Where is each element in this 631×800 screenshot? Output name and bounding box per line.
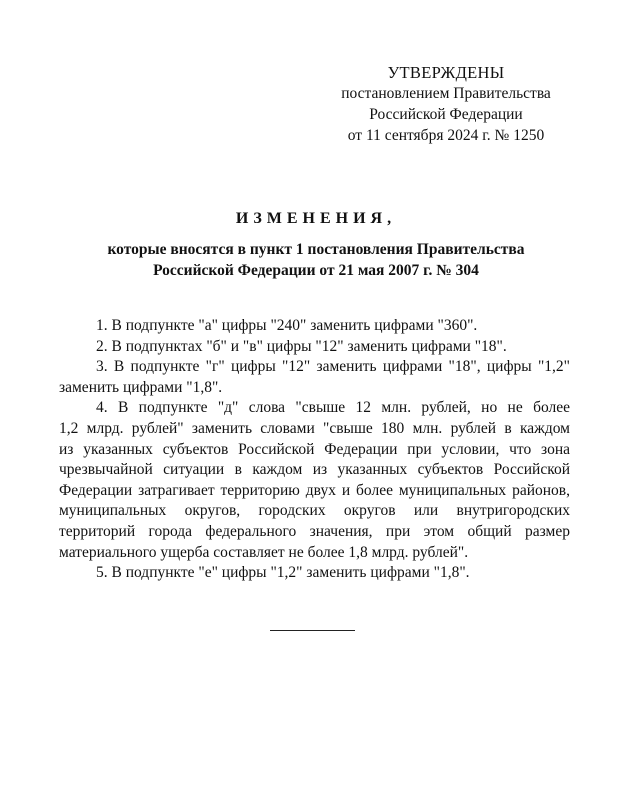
item-line: территорий города федерального значения, при этом общий размер <box>59 522 570 540</box>
item-line: чрезвычайной ситуации в каждом из указанных субъектов Российской <box>59 461 570 479</box>
subtitle-line: Российской Федерации от 21 мая 2007 г. № 304 <box>153 262 479 279</box>
subtitle-line: которые вносятся в пункт 1 постановления Правительства <box>107 241 525 258</box>
document-body <box>59 316 570 584</box>
item-1 <box>59 316 570 337</box>
item-line: материального ущерба составляет не более 1,8 млрд. рублей". <box>59 543 469 561</box>
document-subtitle <box>60 239 572 281</box>
item-4 <box>59 398 570 563</box>
closing-divider <box>270 630 355 631</box>
item-line: 1,2 млрд. рублей" заменить словами "свыше 180 млн. рублей в каждом <box>59 419 570 437</box>
document-title: ИЗМЕНЕНИЯ, <box>235 210 397 227</box>
item-line: муниципальных округов, городских округов или внутригородских <box>59 502 570 520</box>
item-line: Федерации затрагивает территорию двух и более муниципальных районов, <box>59 481 570 499</box>
item-line: 4. В подпункте "д" слова "свыше 12 млн. рублей, но не более <box>96 399 570 417</box>
item-5 <box>59 563 570 584</box>
item-line: 3. В подпункте "г" цифры "12" заменить цифрами "18", цифры "1,2" <box>96 358 570 376</box>
approval-block <box>330 62 562 146</box>
item-line: 1. В подпункте "а" цифры "240" заменить цифрами "360". <box>96 317 478 334</box>
approval-line: от 11 сентября 2024 г. № 1250 <box>347 127 545 144</box>
approval-line: постановлением Правительства <box>341 85 551 102</box>
item-line: 2. В подпунктах "б" и "в" цифры "12" заменить цифрами "18". <box>96 337 507 355</box>
approval-heading: УТВЕРЖДЕНЫ <box>387 63 505 82</box>
item-line: из указанных субъектов Российской Федерации при условии, что зона <box>59 440 570 458</box>
item-line: заменить цифрами "1,8". <box>59 378 223 396</box>
item-3 <box>59 357 570 398</box>
item-line: 5. В подпункте "е" цифры "1,2" заменить цифрами "1,8". <box>96 564 470 582</box>
item-2 <box>59 337 570 358</box>
approval-line: Российской Федерации <box>369 106 523 123</box>
